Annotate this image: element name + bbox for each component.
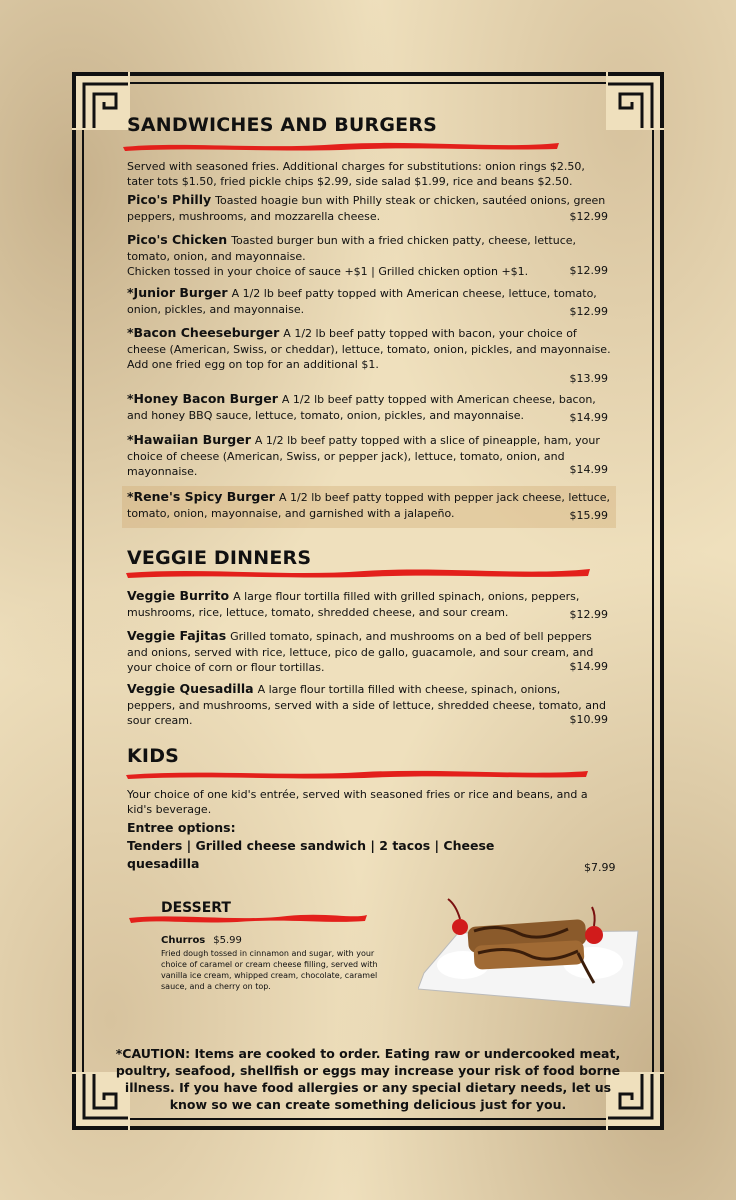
menu-item	[127, 628, 611, 676]
item-price: $13.99	[569, 372, 608, 385]
section-title-sandwiches: SANDWICHES AND BURGERS	[127, 114, 438, 136]
kids-intro: Your choice of one kid's entrée, served with seasoned fries or rice and beans, and a kid's beverage.	[127, 788, 588, 816]
fret-corner-icon	[72, 72, 130, 130]
item-name: *Junior Burger	[127, 285, 228, 300]
fret-corner-icon	[606, 72, 664, 130]
item-desc: A 1/2 lb beef patty topped with American cheese, lettuce, tomato, onion, pickles, and mayonnaise.	[127, 287, 597, 316]
red-brush-underline	[124, 565, 592, 579]
item-desc: A 1/2 lb beef patty topped with American cheese, bacon, and honey BBQ sauce, lettuce, tomato, onion, pickles, and mayonnaise.	[127, 393, 596, 422]
churros-photo	[418, 893, 640, 1013]
kids-entree-label: Entree options:	[127, 820, 236, 835]
item-price: $10.99	[569, 713, 608, 726]
item-price: $12.99	[569, 305, 608, 318]
item-name: Pico's Chicken	[127, 232, 228, 247]
item-price: $12.99	[569, 264, 608, 277]
item-price: $12.99	[569, 608, 608, 621]
item-name: *Bacon Cheeseburger	[127, 325, 280, 340]
item-desc: A 1/2 lb beef patty topped with bacon, your choice of cheese (American, Swiss, or cheddar), lettuce, tomato, onion, pickles, and mayonnaise.	[127, 327, 611, 356]
menu-item	[127, 192, 611, 224]
red-brush-underline	[124, 766, 590, 780]
item-name: *Hawaiian Burger	[127, 432, 251, 447]
churros-desc: Fried dough tossed in cinnamon and sugar, with your choice of caramel or cream cheese filling, served with vanilla ice cream, whipped cream, chocolate, caramel sauce, and a cherry on top.	[161, 949, 378, 991]
menu-item	[127, 232, 611, 280]
item-desc: Toasted hoagie bun with Philly steak or chicken, sautéed onions, green peppers, mushrooms, and mozzarella cheese.	[127, 194, 606, 223]
item-price: $14.99	[569, 411, 608, 424]
caution-notice: *CAUTION: Items are cooked to order. Eating raw or undercooked meat, poultry, seafood, shellfish or eggs may increase your risk of food borne illness. If you have food allergies or any special dietary needs, let us know so we can create something delicious just for you.	[115, 1046, 621, 1112]
menu-item	[127, 681, 611, 729]
kids-price: $7.99	[584, 861, 616, 874]
item-desc: Toasted burger bun with a fried chicken patty, cheese, lettuce, tomato, onion, and mayonnaise.	[127, 234, 577, 263]
item-note: Add one fried egg on top for an additional $1.	[127, 358, 379, 371]
item-desc: A large flour tortilla filled with cheese, spinach, onions, peppers, and mushrooms, served with a side of lettuce, shredded cheese, tomato, and sour cream.	[127, 683, 606, 727]
menu-item	[127, 432, 611, 480]
item-note: Chicken tossed in your choice of sauce +$1 | Grilled chicken option +$1.	[127, 265, 529, 278]
item-price: $12.99	[569, 210, 608, 223]
item-desc: Grilled tomato, spinach, and mushrooms on a bed of bell peppers and onions, served with rice, lettuce, pico de gallo, guacamole, and sour cream, and your choice of corn or flour tortillas.	[127, 630, 594, 674]
item-price: $14.99	[569, 660, 608, 673]
item-name: *Honey Bacon Burger	[127, 391, 278, 406]
red-brush-underline	[121, 138, 561, 152]
menu-item	[127, 325, 611, 385]
item-price: $5.99	[213, 935, 242, 946]
sandwiches-intro: Served with seasoned fries. Additional charges for substitutions: onion rings $2.50, tater tots $1.50, fried pickle chips $2.99, side salad $1.99, rice and beans $2.50.	[127, 160, 585, 188]
item-desc: A 1/2 lb beef patty topped with pepper jack cheese, lettuce, tomato, onion, mayonnaise, and garnished with a jalapeño.	[127, 491, 611, 520]
item-desc: A large flour tortilla filled with grilled spinach, onions, peppers, mushrooms, rice, lettuce, tomato, shredded cheese, and sour cream.	[127, 590, 580, 619]
kids-entree-list: Tenders | Grilled cheese sandwich | 2 tacos | Cheese quesadilla	[127, 838, 495, 871]
section-title-kids: KIDS	[127, 745, 180, 767]
menu-item	[127, 285, 611, 317]
churros-item	[161, 935, 242, 946]
menu-item	[127, 391, 611, 423]
item-name: Veggie Burrito	[127, 588, 230, 603]
item-price: $15.99	[569, 509, 608, 522]
item-name: Veggie Fajitas	[127, 628, 227, 643]
item-name: *Rene's Spicy Burger	[127, 489, 275, 504]
item-name: Pico's Philly	[127, 192, 212, 207]
item-name: Churros	[161, 935, 206, 946]
menu-item	[127, 588, 611, 620]
section-title-veggie: VEGGIE DINNERS	[127, 547, 312, 569]
item-desc: A 1/2 lb beef patty topped with a slice of pineapple, ham, your choice of cheese (American, Swiss, or pepper jack), lettuce, tomato, onion, and mayonnaise.	[127, 434, 600, 478]
section-title-dessert: DESSERT	[161, 900, 231, 916]
featured-menu-item	[122, 486, 616, 528]
item-name: Veggie Quesadilla	[127, 681, 254, 696]
item-price: $14.99	[569, 463, 608, 476]
